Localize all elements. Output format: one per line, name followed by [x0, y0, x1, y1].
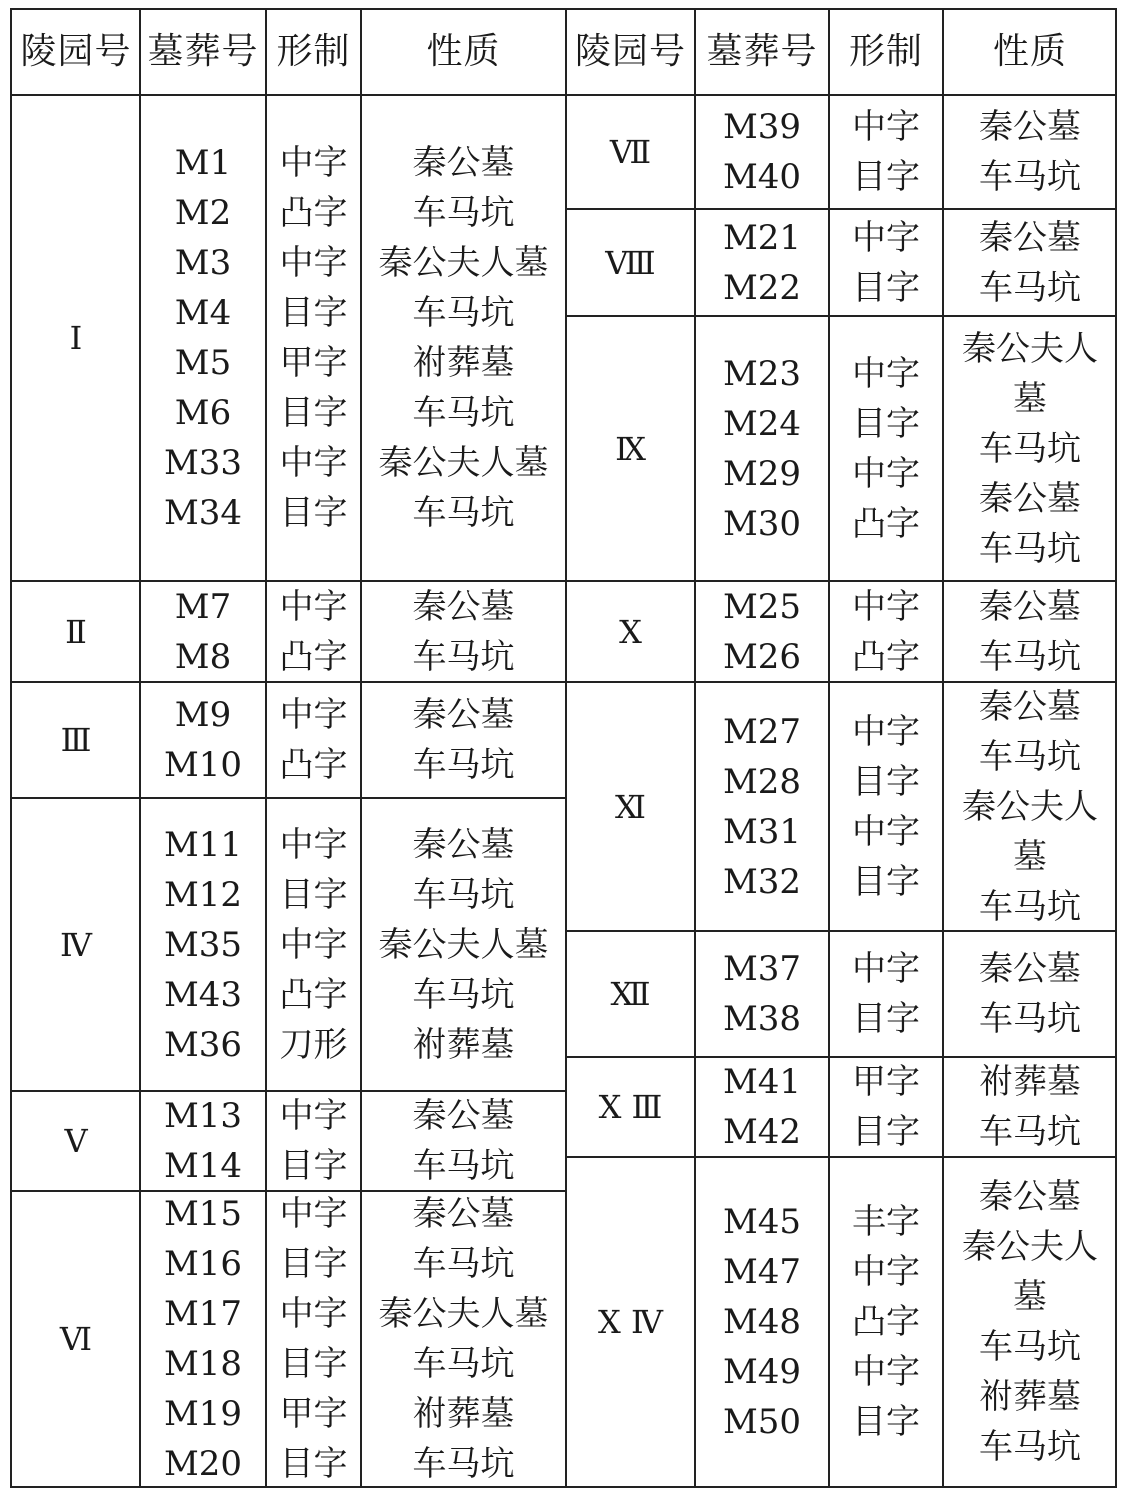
nature-list: 秦公墓 车马坑	[979, 217, 1081, 308]
tomb-list: M9 M10	[163, 695, 243, 785]
form-list: 中字 目字	[279, 1096, 348, 1186]
nature-list: 秦公墓 秦公夫人 墓 车马坑 祔葬墓 车马坑	[962, 1177, 1098, 1467]
nature-list: 秦公墓 车马坑 秦公夫人墓 车马坑 祔葬墓 车马坑 秦公夫人墓 车马坑	[378, 143, 549, 533]
grid-line	[566, 1156, 1115, 1158]
header-tomb-right: 墓葬号	[706, 31, 818, 72]
form-list: 中字 凸字	[279, 695, 348, 785]
form-list: 中字 目字 中字 目字	[852, 711, 920, 902]
nature-list: 秦公墓 车马坑	[412, 695, 515, 785]
grid-line	[566, 315, 1115, 317]
header-park-right: 陵园号	[574, 31, 686, 72]
tomb-table	[10, 8, 1117, 1488]
tomb-list: M27 M28 M31 M32	[722, 711, 802, 902]
nature-list: 秦公墓 车马坑	[979, 586, 1081, 677]
form-list: 丰字 中字 凸字 中字 目字	[852, 1202, 920, 1442]
tomb-list: M23 M24 M29 M30	[722, 353, 802, 544]
form-list: 中字 凸字 中字 目字 甲字 目字 中字 目字	[279, 143, 348, 533]
park-label: Ⅶ	[609, 133, 652, 171]
header-tomb-left: 墓葬号	[147, 31, 259, 72]
header-park-left: 陵园号	[20, 31, 132, 72]
grid-line	[140, 797, 566, 799]
park-label: Ⅲ	[60, 721, 92, 759]
park-label: Ⅳ	[60, 925, 92, 964]
form-list: 中字 凸字	[852, 586, 920, 677]
grid-line	[12, 1090, 566, 1092]
tomb-list: M41 M42	[722, 1062, 802, 1152]
grid-line	[566, 930, 1115, 932]
grid-line	[565, 10, 567, 1486]
nature-list: 秦公夫人 墓 车马坑 秦公墓 车马坑	[962, 328, 1098, 569]
tomb-list: M21 M22	[722, 217, 802, 308]
grid-line	[942, 10, 944, 1486]
form-list: 中字 凸字	[279, 586, 348, 677]
tomb-list: M7 M8	[174, 586, 232, 677]
grid-line	[265, 10, 267, 1486]
tomb-list: M25 M26	[722, 586, 802, 677]
nature-list: 秦公墓 车马坑	[979, 949, 1081, 1039]
park-label: Ⅺ	[615, 787, 646, 826]
form-list: 中字 目字 中字 目字 甲字 目字	[279, 1194, 348, 1484]
form-list: 中字 目字 中字 凸字	[852, 353, 920, 544]
park-label: Ⅵ	[59, 1320, 93, 1358]
tomb-list: M45 M47 M48 M49 M50	[722, 1202, 802, 1442]
tomb-list: M15 M16 M17 M18 M19 M20	[163, 1194, 243, 1484]
tomb-list: M1 M2 M3 M4 M5 M6 M33 M34	[163, 143, 243, 533]
nature-list: 秦公墓 车马坑	[412, 1096, 515, 1186]
park-label: Ⅹ Ⅳ	[598, 1303, 663, 1341]
grid-line	[566, 1056, 1115, 1058]
nature-list: 祔葬墓 车马坑	[979, 1062, 1081, 1152]
park-label: Ⅸ	[615, 429, 646, 468]
park-label: Ⅷ	[605, 243, 656, 282]
tomb-list: M37 M38	[722, 949, 802, 1039]
nature-list: 秦公墓 车马坑 秦公夫人 墓 车马坑	[962, 686, 1098, 927]
grid-line	[12, 1190, 566, 1192]
nature-list: 秦公墓 车马坑	[979, 107, 1081, 197]
form-list: 中字 目字	[852, 949, 920, 1039]
grid-line	[12, 681, 1115, 683]
grid-line	[12, 797, 140, 799]
header-nature-left: 性质	[426, 31, 501, 72]
tomb-list: M39 M40	[722, 107, 802, 197]
park-label: Ⅹ	[619, 612, 642, 651]
tomb-list: M13 M14	[163, 1096, 243, 1186]
form-list: 中字 目字	[852, 107, 920, 197]
header-form-left: 形制	[276, 31, 351, 72]
grid-line	[12, 94, 1115, 96]
grid-line	[566, 208, 1115, 210]
header-nature-right: 性质	[992, 31, 1067, 72]
nature-list: 秦公墓 车马坑 秦公夫人墓 车马坑 祔葬墓	[378, 824, 549, 1065]
park-label: Ⅰ	[69, 319, 83, 357]
grid-line	[139, 10, 141, 1486]
park-label: Ⅹ Ⅲ	[598, 1088, 663, 1126]
form-list: 中字 目字 中字 凸字 刀形	[279, 824, 348, 1065]
nature-list: 秦公墓 车马坑 秦公夫人墓 车马坑 祔葬墓 车马坑	[378, 1194, 549, 1484]
grid-line	[694, 10, 696, 1486]
form-list: 中字 目字	[852, 217, 920, 308]
grid-line	[828, 10, 830, 1486]
grid-line	[360, 10, 362, 1486]
park-label: Ⅱ	[65, 612, 87, 651]
park-label: Ⅻ	[610, 975, 651, 1013]
form-list: 甲字 目字	[852, 1062, 920, 1152]
nature-list: 秦公墓 车马坑	[412, 586, 515, 677]
header-form-right: 形制	[848, 31, 923, 72]
park-label: Ⅴ	[64, 1122, 88, 1160]
grid-line	[12, 580, 1115, 582]
tomb-list: M11 M12 M35 M43 M36	[163, 824, 243, 1065]
